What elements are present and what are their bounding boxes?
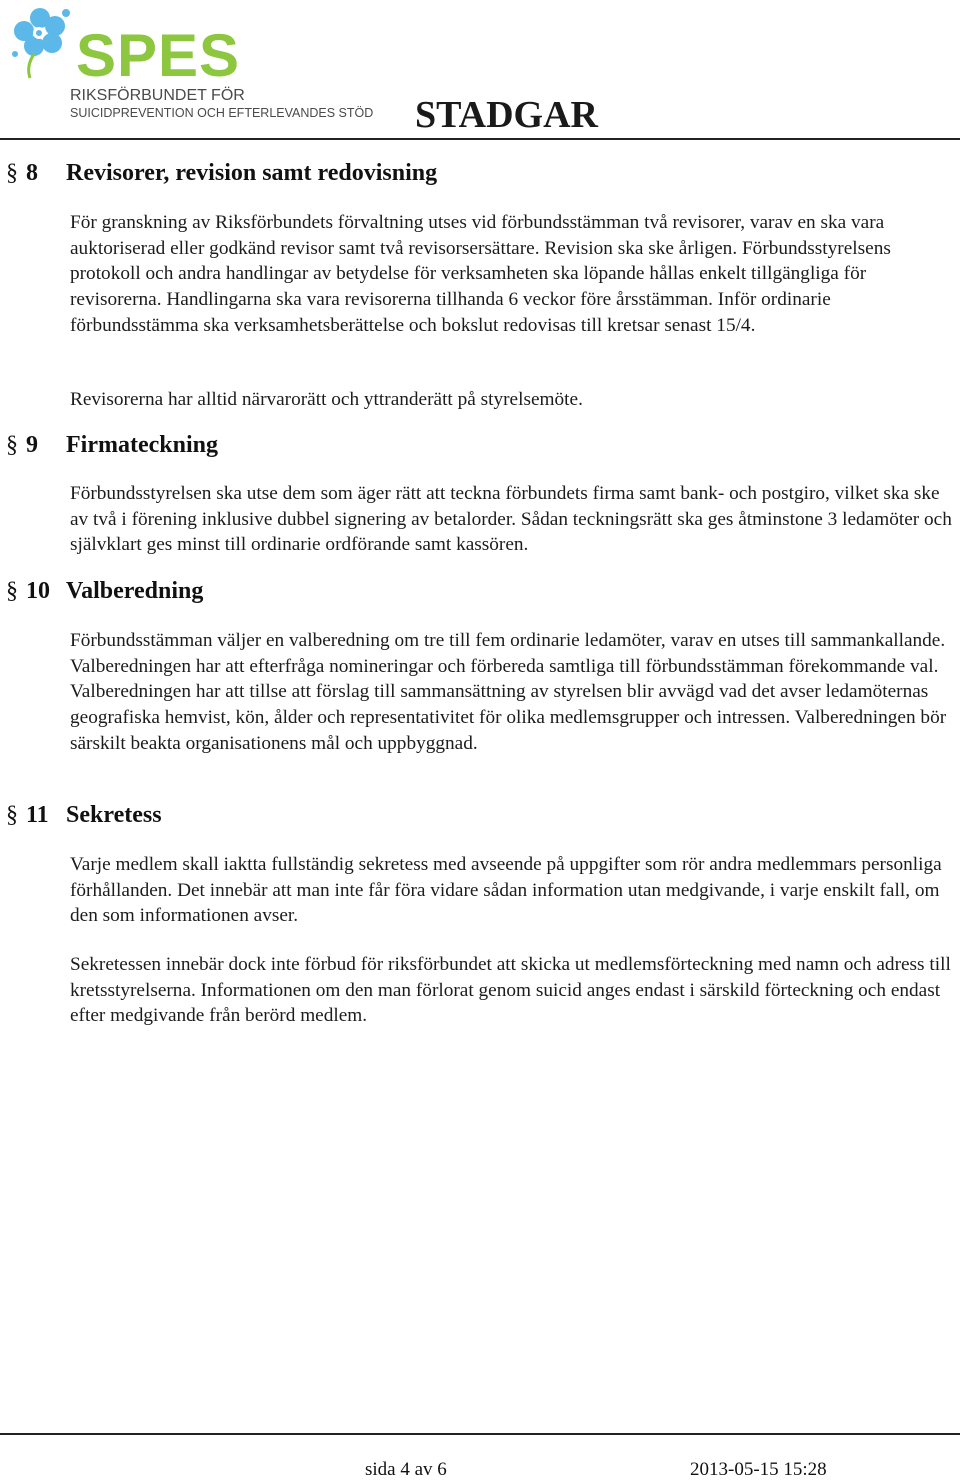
- footer-divider: [0, 1433, 960, 1435]
- page-number: sida 4 av 6: [365, 1459, 447, 1480]
- section-10-heading: [6, 577, 203, 606]
- section-9-heading: [6, 431, 218, 460]
- section-8-paragraph-2: Revisorerna har alltid närvarorätt och yttranderätt på styrelsemöte.: [70, 389, 583, 410]
- section-11-paragraph-2: Sekretessen innebär dock inte förbud för riksförbundet att skicka ut medlemsförteckning med namn och adress till kretsstyrelserna. Informationen om den man förlorat genom suicid anges endast i särskild förteckning och endast efter medgivande från berörd medlem.: [70, 954, 951, 1027]
- section-title: Sekretess: [66, 802, 162, 828]
- section-sign: §: [6, 578, 18, 604]
- section-number: 9: [26, 432, 38, 458]
- section-9-paragraph-1: Förbundsstyrelsen ska utse dem som äger rätt att teckna förbundets firma samt bank- och postgiro, vilket ska ske av två i förening inklusive dubbel signering av betalorder. Sådan teckningsrätt ska ges åtminstone 3 ledamöter och självklart ges minst till ordinarie ordförande samt kassören.: [70, 483, 952, 556]
- section-sign: §: [6, 160, 18, 186]
- section-sign: §: [6, 432, 18, 458]
- section-title: Firmateckning: [66, 432, 218, 458]
- section-title: Revisorer, revision samt redovisning: [66, 160, 438, 186]
- section-number: 11: [26, 802, 49, 828]
- section-title: Valberedning: [66, 578, 204, 604]
- section-number: 8: [26, 160, 38, 186]
- section-11-heading: [6, 801, 162, 830]
- section-10-paragraph-1: Förbundsstämman väljer en valberedning om tre till fem ordinarie ledamöter, varav en utses till sammankallande. Valberedningen har att efterfråga nomineringar och förbereda samtliga till förbundsstämman förekommande val. Valberedningen har att tillse att förslag till sammansättning av styrelsen blir avvägd vad det avser ledamöternas geografiska hemvist, kön, ålder och representativitet för olika medlemsgrupper och intressen. Valberedningen bör särskilt beakta organisationens mål och uppbyggnad.: [70, 630, 947, 754]
- section-sign: §: [6, 802, 18, 828]
- section-8-paragraph-1: För granskning av Riksförbundets förvaltning utses vid förbundsstämman två revisorer, varav en ska vara auktoriserad eller godkänd revisor samt två revisorsersättare. Revision ska ske årligen. Förbundsstyrelsens protokoll och andra handlingar av betydelse för verksamheten ska löpande hållas enkelt tillgängliga för revisorerna. Handlingarna ska vara revisorerna tillhanda 6 veckor före årsstämman. Inför ordinarie förbundsstämma ska verksamhetsberättelse och bokslut redovisas till kretsar senast 15/4.: [70, 212, 891, 336]
- logo-tagline-1: RIKSFÖRBUNDET FÖR: [70, 87, 245, 104]
- header-divider: [0, 138, 960, 140]
- document-title: STADGAR: [415, 94, 598, 136]
- section-11-paragraph-1: Varje medlem skall iaktta fullständig sekretess med avseende på uppgifter som rör andra medlemmars personliga förhållanden. Det innebär att man inte får föra vidare sådan information utan medgivande, i varje enskilt fall, om den som informationen avser.: [70, 854, 942, 927]
- logo-wordmark: SPES: [76, 22, 241, 89]
- logo-tagline-2: SUICIDPREVENTION OCH EFTERLEVANDES STÖD: [70, 106, 374, 120]
- section-8-heading: [6, 159, 437, 188]
- section-number: 10: [26, 578, 50, 604]
- spes-logo: [8, 4, 374, 122]
- footer-datetime: 2013-05-15 15:28: [690, 1459, 827, 1480]
